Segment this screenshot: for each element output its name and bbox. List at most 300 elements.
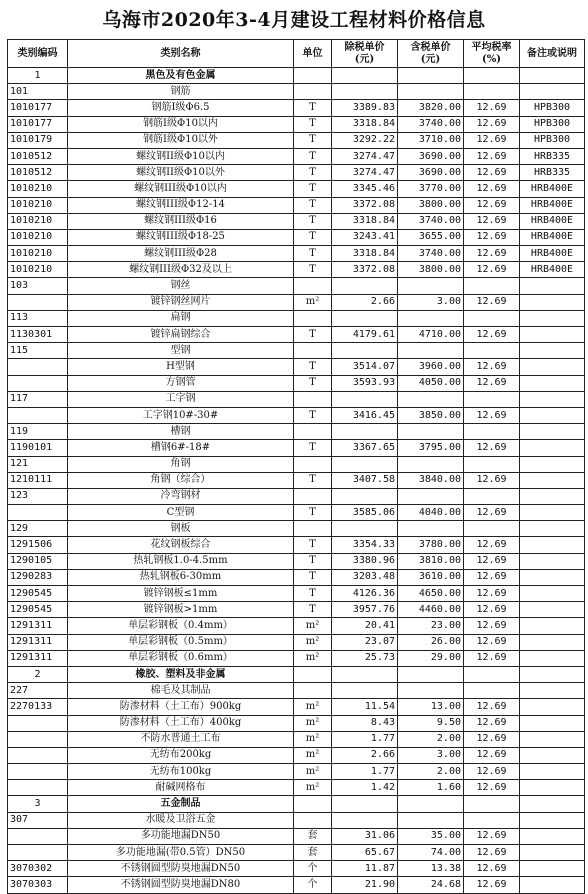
- cell-tax-rate: 12.69: [464, 861, 520, 877]
- table-row: [8, 780, 585, 796]
- table-row: [8, 699, 585, 715]
- table-row: [8, 877, 585, 893]
- table-row: [8, 812, 585, 828]
- cell-unit: [294, 796, 332, 812]
- cell-code: [8, 294, 68, 310]
- header-price-inc-tax: 含税单价 (元): [398, 40, 464, 68]
- cell-note: [520, 278, 585, 294]
- cell-price-ex-tax: 3367.65: [332, 440, 398, 456]
- cell-name: 工字钢10#-30#: [68, 407, 294, 423]
- cell-note: [520, 634, 585, 650]
- cell-unit: [294, 812, 332, 828]
- cell-unit: m²: [294, 618, 332, 634]
- cell-code: 227: [8, 683, 68, 699]
- cell-name: 角钢: [68, 456, 294, 472]
- cell-price-inc-tax: 4460.00: [398, 602, 464, 618]
- cell-price-ex-tax: 3292.22: [332, 132, 398, 148]
- cell-code: 1290283: [8, 569, 68, 585]
- cell-tax-rate: [464, 310, 520, 326]
- cell-price-ex-tax: [332, 796, 398, 812]
- cell-tax-rate: 12.69: [464, 569, 520, 585]
- cell-name: 多功能地漏DN50: [68, 828, 294, 844]
- cell-unit: T: [294, 148, 332, 164]
- cell-price-inc-tax: [398, 68, 464, 84]
- cell-tax-rate: 12.69: [464, 116, 520, 132]
- cell-price-ex-tax: [332, 488, 398, 504]
- cell-price-ex-tax: 4126.36: [332, 586, 398, 602]
- table-row: [8, 764, 585, 780]
- cell-code: 1210111: [8, 472, 68, 488]
- cell-note: [520, 764, 585, 780]
- table-row: [8, 569, 585, 585]
- cell-price-ex-tax: 11.54: [332, 699, 398, 715]
- cell-code: 1010210: [8, 262, 68, 278]
- cell-tax-rate: 12.69: [464, 731, 520, 747]
- cell-note: [520, 553, 585, 569]
- table-row: [8, 472, 585, 488]
- table-row: [8, 391, 585, 407]
- cell-price-inc-tax: 1.60: [398, 780, 464, 796]
- cell-note: [520, 537, 585, 553]
- cell-tax-rate: 12.69: [464, 148, 520, 164]
- cell-name: 单层彩钢板（0.6mm）: [68, 650, 294, 666]
- table-row: [8, 650, 585, 666]
- table-row: [8, 343, 585, 359]
- cell-name: 螺纹钢III级Φ12-14: [68, 197, 294, 213]
- cell-name: 冷弯钢材: [68, 488, 294, 504]
- cell-unit: [294, 456, 332, 472]
- cell-unit: m²: [294, 764, 332, 780]
- cell-unit: T: [294, 100, 332, 116]
- cell-price-ex-tax: [332, 84, 398, 100]
- cell-tax-rate: 12.69: [464, 213, 520, 229]
- cell-name: 无纺布100kg: [68, 764, 294, 780]
- table-row: [8, 100, 585, 116]
- cell-name: 单层彩钢板（0.4mm）: [68, 618, 294, 634]
- table-row: [8, 116, 585, 132]
- cell-note: [520, 618, 585, 634]
- cell-unit: [294, 343, 332, 359]
- cell-price-inc-tax: [398, 391, 464, 407]
- cell-unit: T: [294, 327, 332, 343]
- cell-price-inc-tax: 4040.00: [398, 505, 464, 521]
- cell-price-ex-tax: [332, 343, 398, 359]
- cell-tax-rate: [464, 521, 520, 537]
- cell-tax-rate: 12.69: [464, 229, 520, 245]
- cell-code: 1291311: [8, 618, 68, 634]
- table-row: [8, 132, 585, 148]
- cell-name: 橡胶、塑料及非金属: [68, 666, 294, 682]
- table-row: [8, 84, 585, 100]
- cell-price-inc-tax: 4050.00: [398, 375, 464, 391]
- cell-unit: T: [294, 262, 332, 278]
- cell-unit: T: [294, 213, 332, 229]
- cell-price-inc-tax: [398, 456, 464, 472]
- cell-name: 钢板: [68, 521, 294, 537]
- cell-name: 不锈钢圆型防臭地漏DN80: [68, 877, 294, 893]
- table-row: [8, 407, 585, 423]
- table-row: [8, 586, 585, 602]
- cell-note: [520, 521, 585, 537]
- cell-price-ex-tax: 3274.47: [332, 165, 398, 181]
- cell-note: [520, 602, 585, 618]
- cell-name: 螺纹钢III级Φ16: [68, 213, 294, 229]
- cell-note: HRB400E: [520, 213, 585, 229]
- cell-note: [520, 586, 585, 602]
- cell-price-ex-tax: 20.41: [332, 618, 398, 634]
- cell-price-inc-tax: 35.00: [398, 828, 464, 844]
- cell-price-inc-tax: 74.00: [398, 845, 464, 861]
- cell-tax-rate: [464, 68, 520, 84]
- cell-unit: T: [294, 229, 332, 245]
- header-code: 类别编码: [8, 40, 68, 68]
- cell-price-ex-tax: [332, 391, 398, 407]
- cell-tax-rate: [464, 278, 520, 294]
- cell-name: 镀锌钢丝网片: [68, 294, 294, 310]
- cell-price-inc-tax: 4650.00: [398, 586, 464, 602]
- cell-note: [520, 780, 585, 796]
- cell-unit: T: [294, 472, 332, 488]
- cell-code: 1010177: [8, 100, 68, 116]
- cell-code: 103: [8, 278, 68, 294]
- cell-price-inc-tax: [398, 488, 464, 504]
- table-row: [8, 861, 585, 877]
- cell-tax-rate: 12.69: [464, 602, 520, 618]
- cell-price-inc-tax: 13.00: [398, 699, 464, 715]
- cell-note: [520, 68, 585, 84]
- header-note: 备注或说明: [520, 40, 585, 68]
- cell-code: 1010210: [8, 197, 68, 213]
- cell-note: HRB335: [520, 165, 585, 181]
- cell-tax-rate: 12.69: [464, 715, 520, 731]
- cell-price-inc-tax: 3850.00: [398, 407, 464, 423]
- cell-note: [520, 812, 585, 828]
- cell-price-inc-tax: [398, 343, 464, 359]
- cell-price-ex-tax: 3585.06: [332, 505, 398, 521]
- cell-code: 1190101: [8, 440, 68, 456]
- cell-note: [520, 505, 585, 521]
- cell-tax-rate: [464, 424, 520, 440]
- cell-unit: T: [294, 586, 332, 602]
- table-row: [8, 148, 585, 164]
- cell-code: 129: [8, 521, 68, 537]
- cell-note: [520, 294, 585, 310]
- cell-price-inc-tax: [398, 683, 464, 699]
- cell-code: 113: [8, 310, 68, 326]
- cell-price-ex-tax: 1.77: [332, 731, 398, 747]
- cell-note: [520, 343, 585, 359]
- cell-note: [520, 861, 585, 877]
- cell-price-inc-tax: 23.00: [398, 618, 464, 634]
- cell-code: [8, 715, 68, 731]
- cell-note: [520, 747, 585, 763]
- cell-code: 1291311: [8, 634, 68, 650]
- table-row: [8, 359, 585, 375]
- cell-note: [520, 327, 585, 343]
- cell-name: 钢筋I级Φ10以内: [68, 116, 294, 132]
- cell-code: [8, 764, 68, 780]
- cell-tax-rate: 12.69: [464, 747, 520, 763]
- cell-code: 1010179: [8, 132, 68, 148]
- cell-unit: [294, 310, 332, 326]
- cell-code: 1010177: [8, 116, 68, 132]
- cell-code: 119: [8, 424, 68, 440]
- cell-name: 钢筋I级Φ10以外: [68, 132, 294, 148]
- cell-note: HRB400E: [520, 181, 585, 197]
- cell-tax-rate: 12.69: [464, 505, 520, 521]
- cell-unit: m²: [294, 699, 332, 715]
- cell-note: HRB400E: [520, 229, 585, 245]
- cell-code: 307: [8, 812, 68, 828]
- cell-tax-rate: 12.69: [464, 764, 520, 780]
- cell-name: 无纺布200kg: [68, 747, 294, 763]
- cell-code: 101: [8, 84, 68, 100]
- cell-price-ex-tax: [332, 424, 398, 440]
- cell-price-ex-tax: [332, 666, 398, 682]
- cell-price-inc-tax: 2.00: [398, 731, 464, 747]
- cell-price-inc-tax: 26.00: [398, 634, 464, 650]
- cell-price-inc-tax: 3690.00: [398, 148, 464, 164]
- cell-price-inc-tax: 3960.00: [398, 359, 464, 375]
- cell-name: 镀锌钢板>1mm: [68, 602, 294, 618]
- cell-price-ex-tax: 3318.84: [332, 116, 398, 132]
- cell-price-inc-tax: 2.00: [398, 764, 464, 780]
- cell-tax-rate: 12.69: [464, 100, 520, 116]
- cell-price-inc-tax: 3740.00: [398, 246, 464, 262]
- cell-code: [8, 845, 68, 861]
- table-row: [8, 197, 585, 213]
- cell-code: [8, 375, 68, 391]
- cell-name: 螺纹钢II级Φ10以外: [68, 165, 294, 181]
- table-row: [8, 505, 585, 521]
- cell-tax-rate: 12.69: [464, 165, 520, 181]
- cell-code: [8, 731, 68, 747]
- cell-code: 121: [8, 456, 68, 472]
- cell-price-inc-tax: [398, 666, 464, 682]
- cell-tax-rate: 12.69: [464, 586, 520, 602]
- cell-price-ex-tax: 31.06: [332, 828, 398, 844]
- cell-tax-rate: 12.69: [464, 197, 520, 213]
- cell-note: [520, 731, 585, 747]
- table-row: [8, 731, 585, 747]
- category-row: [8, 796, 585, 812]
- cell-tax-rate: 12.69: [464, 246, 520, 262]
- cell-tax-rate: 12.69: [464, 634, 520, 650]
- cell-price-ex-tax: 3389.83: [332, 100, 398, 116]
- table-row: [8, 715, 585, 731]
- cell-name: 钢筋: [68, 84, 294, 100]
- category-row: [8, 666, 585, 682]
- cell-unit: m²: [294, 634, 332, 650]
- cell-price-ex-tax: 1.42: [332, 780, 398, 796]
- cell-note: [520, 796, 585, 812]
- cell-name: 螺纹钢III级Φ10以内: [68, 181, 294, 197]
- cell-name: 热轧钢板6-30mm: [68, 569, 294, 585]
- cell-name: 工字钢: [68, 391, 294, 407]
- cell-code: 1010210: [8, 246, 68, 262]
- cell-code: [8, 780, 68, 796]
- table-row: [8, 747, 585, 763]
- cell-name: 槽钢6#-18#: [68, 440, 294, 456]
- cell-price-ex-tax: 2.66: [332, 294, 398, 310]
- table-row: [8, 375, 585, 391]
- cell-name: C型钢: [68, 505, 294, 521]
- cell-price-ex-tax: 3372.08: [332, 197, 398, 213]
- cell-note: HPB300: [520, 116, 585, 132]
- cell-tax-rate: [464, 683, 520, 699]
- cell-price-ex-tax: 3407.58: [332, 472, 398, 488]
- table-row: [8, 440, 585, 456]
- cell-note: [520, 683, 585, 699]
- table-row: [8, 602, 585, 618]
- cell-tax-rate: 12.69: [464, 780, 520, 796]
- table-row: [8, 327, 585, 343]
- cell-unit: 套: [294, 828, 332, 844]
- cell-unit: m²: [294, 650, 332, 666]
- cell-price-ex-tax: [332, 812, 398, 828]
- cell-name: 钢筋I级Φ6.5: [68, 100, 294, 116]
- cell-unit: 套: [294, 845, 332, 861]
- cell-note: [520, 359, 585, 375]
- cell-code: [8, 828, 68, 844]
- cell-name: 单层彩钢板（0.5mm）: [68, 634, 294, 650]
- cell-price-ex-tax: 3203.48: [332, 569, 398, 585]
- cell-tax-rate: [464, 812, 520, 828]
- cell-note: [520, 569, 585, 585]
- cell-price-ex-tax: 65.67: [332, 845, 398, 861]
- cell-tax-rate: [464, 796, 520, 812]
- cell-tax-rate: 12.69: [464, 359, 520, 375]
- cell-note: [520, 488, 585, 504]
- cell-price-inc-tax: 3740.00: [398, 213, 464, 229]
- cell-note: [520, 699, 585, 715]
- cell-price-ex-tax: 3514.07: [332, 359, 398, 375]
- cell-price-inc-tax: 4710.00: [398, 327, 464, 343]
- cell-tax-rate: [464, 666, 520, 682]
- cell-name: 螺纹钢III级Φ32及以上: [68, 262, 294, 278]
- price-table: [7, 39, 585, 894]
- cell-price-ex-tax: [332, 278, 398, 294]
- table-row: [8, 278, 585, 294]
- cell-price-ex-tax: 25.73: [332, 650, 398, 666]
- cell-price-inc-tax: [398, 278, 464, 294]
- cell-price-inc-tax: 3655.00: [398, 229, 464, 245]
- cell-code: 1290545: [8, 602, 68, 618]
- cell-price-inc-tax: 3740.00: [398, 116, 464, 132]
- cell-code: 3: [8, 796, 68, 812]
- cell-code: 1010210: [8, 181, 68, 197]
- cell-code: 117: [8, 391, 68, 407]
- cell-code: 1291506: [8, 537, 68, 553]
- cell-name: 螺纹钢III级Φ18-25: [68, 229, 294, 245]
- cell-unit: T: [294, 553, 332, 569]
- cell-price-inc-tax: 3800.00: [398, 197, 464, 213]
- cell-tax-rate: 12.69: [464, 618, 520, 634]
- cell-code: 1010210: [8, 229, 68, 245]
- page-title: 乌海市2020年3-4月建设工程材料价格信息: [102, 9, 486, 31]
- category-row: [8, 68, 585, 84]
- cell-price-inc-tax: [398, 521, 464, 537]
- cell-price-ex-tax: 3380.96: [332, 553, 398, 569]
- cell-tax-rate: 12.69: [464, 553, 520, 569]
- cell-note: [520, 650, 585, 666]
- cell-price-inc-tax: 3.00: [398, 747, 464, 763]
- cell-name: 防渗材料（土工布）900kg: [68, 699, 294, 715]
- cell-code: 1290105: [8, 553, 68, 569]
- cell-price-inc-tax: 9.50: [398, 715, 464, 731]
- cell-code: 1290545: [8, 586, 68, 602]
- table-row: [8, 229, 585, 245]
- table-row: [8, 294, 585, 310]
- cell-price-ex-tax: 3318.84: [332, 246, 398, 262]
- cell-name: 防渗材料（土工布）400kg: [68, 715, 294, 731]
- cell-code: 1291311: [8, 650, 68, 666]
- cell-note: HPB300: [520, 100, 585, 116]
- cell-note: [520, 877, 585, 893]
- cell-tax-rate: 12.69: [464, 181, 520, 197]
- cell-name: 镀锌扁钢综合: [68, 327, 294, 343]
- cell-code: 1: [8, 68, 68, 84]
- cell-unit: m²: [294, 294, 332, 310]
- cell-code: 1010512: [8, 165, 68, 181]
- cell-price-ex-tax: 3416.45: [332, 407, 398, 423]
- cell-price-ex-tax: 23.07: [332, 634, 398, 650]
- cell-unit: 个: [294, 861, 332, 877]
- table-row: [8, 553, 585, 569]
- cell-price-inc-tax: 3810.00: [398, 553, 464, 569]
- cell-note: [520, 440, 585, 456]
- table-row: [8, 845, 585, 861]
- table-row: [8, 165, 585, 181]
- cell-name: 角钢（综合）: [68, 472, 294, 488]
- cell-unit: [294, 666, 332, 682]
- table-row: [8, 618, 585, 634]
- cell-price-ex-tax: 1.77: [332, 764, 398, 780]
- cell-unit: [294, 391, 332, 407]
- cell-note: [520, 715, 585, 731]
- table-row: [8, 213, 585, 229]
- cell-note: [520, 666, 585, 682]
- cell-unit: m²: [294, 731, 332, 747]
- cell-name: 方钢管: [68, 375, 294, 391]
- cell-tax-rate: 12.69: [464, 262, 520, 278]
- cell-tax-rate: [464, 488, 520, 504]
- cell-code: [8, 407, 68, 423]
- cell-tax-rate: 12.69: [464, 375, 520, 391]
- cell-unit: T: [294, 569, 332, 585]
- cell-name: 热轧钢板1.0-4.5mm: [68, 553, 294, 569]
- cell-tax-rate: 12.69: [464, 407, 520, 423]
- table-row: [8, 246, 585, 262]
- cell-price-ex-tax: 3957.76: [332, 602, 398, 618]
- cell-tax-rate: 12.69: [464, 845, 520, 861]
- cell-tax-rate: [464, 456, 520, 472]
- cell-price-ex-tax: 2.66: [332, 747, 398, 763]
- header-tax-rate: 平均税率 (%): [464, 40, 520, 68]
- cell-code: [8, 747, 68, 763]
- cell-code: 1010512: [8, 148, 68, 164]
- table-row: [8, 521, 585, 537]
- cell-note: [520, 84, 585, 100]
- cell-price-inc-tax: 3840.00: [398, 472, 464, 488]
- cell-price-ex-tax: 3593.93: [332, 375, 398, 391]
- cell-name: 镀锌钢板≤1mm: [68, 586, 294, 602]
- cell-price-ex-tax: [332, 68, 398, 84]
- cell-unit: T: [294, 165, 332, 181]
- cell-name: 耐碱网格布: [68, 780, 294, 796]
- cell-tax-rate: 12.69: [464, 440, 520, 456]
- cell-name: 多功能地漏(带0.5管）DN50: [68, 845, 294, 861]
